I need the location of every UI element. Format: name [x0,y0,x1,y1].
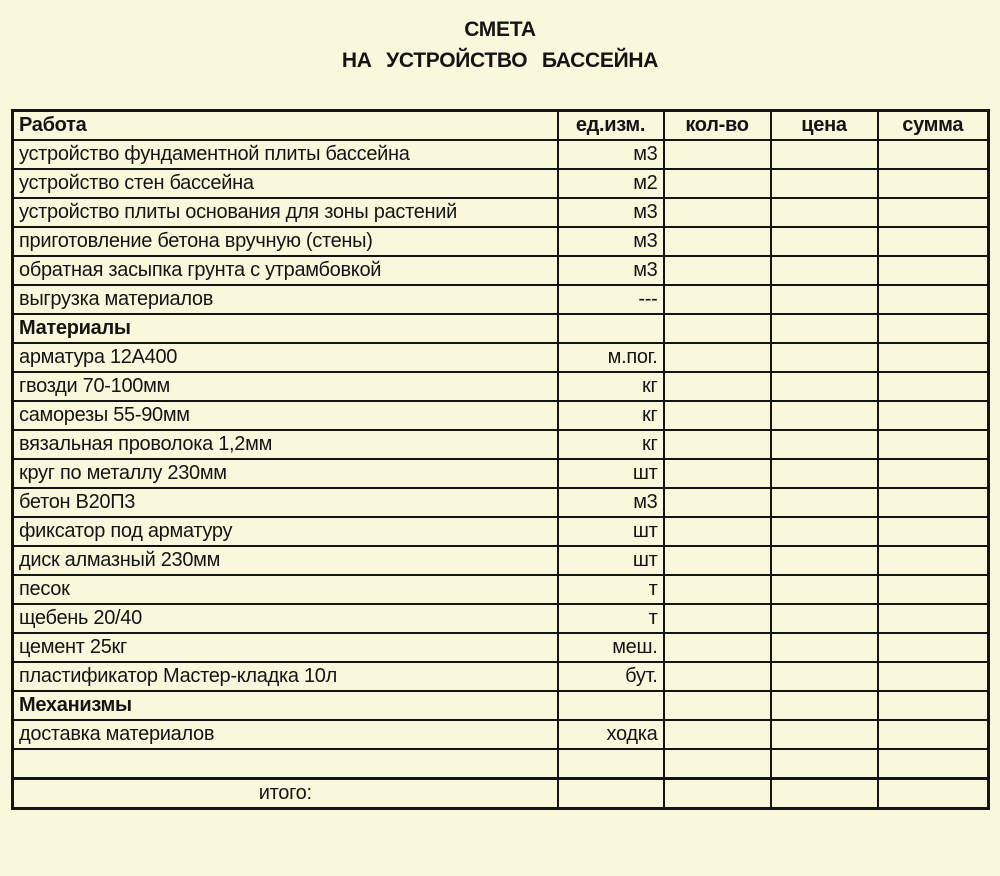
price-cell [771,285,878,314]
quantity-cell [664,720,771,749]
page-title-line1: СМЕТА [464,18,536,41]
quantity-cell [664,198,771,227]
work-name-cell: фиксатор под арматуру [13,517,558,546]
quantity-cell [664,575,771,604]
total-row [13,779,989,809]
quantity-cell [664,691,771,720]
price-cell [771,314,878,343]
unit-cell: бут. [558,662,664,691]
price-cell [771,633,878,662]
column-header-unit: ед.изм. [558,111,664,141]
sum-cell [878,691,989,720]
table-row [13,372,989,401]
quantity-cell [664,169,771,198]
table-row [13,459,989,488]
unit-cell: меш. [558,633,664,662]
estimate-table [11,109,990,810]
column-header-work: Работа [13,111,558,141]
table-row [13,546,989,575]
unit-cell: м3 [558,198,664,227]
sum-cell [878,662,989,691]
quantity-cell [664,285,771,314]
quantity-cell [664,314,771,343]
table-row [13,430,989,459]
price-cell [771,662,878,691]
sum-cell [878,575,989,604]
price-cell [771,401,878,430]
unit-cell: кг [558,401,664,430]
unit-cell: шт [558,546,664,575]
price-cell [771,691,878,720]
section-row-machinery [13,691,989,720]
unit-cell: м3 [558,488,664,517]
sum-cell [878,372,989,401]
quantity-cell [664,488,771,517]
table-row [13,401,989,430]
unit-cell: кг [558,430,664,459]
table-row [13,662,989,691]
price-cell [771,604,878,633]
quantity-cell [664,401,771,430]
table-row [13,575,989,604]
sum-cell [878,430,989,459]
column-header-price: цена [771,111,878,141]
price-cell [771,459,878,488]
quantity-cell [664,140,771,169]
unit-cell: т [558,604,664,633]
section-title-cell: Материалы [13,314,558,343]
work-name-cell: песок [13,575,558,604]
price-cell [771,488,878,517]
unit-cell: т [558,575,664,604]
work-name-cell: устройство стен бассейна [13,169,558,198]
work-name-cell: щебень 20/40 [13,604,558,633]
quantity-cell [664,256,771,285]
unit-cell: шт [558,517,664,546]
price-cell [771,256,878,285]
work-name-cell: гвозди 70-100мм [13,372,558,401]
unit-cell [558,749,664,779]
unit-cell: м3 [558,227,664,256]
price-cell [771,343,878,372]
price-cell [771,140,878,169]
sum-cell [878,459,989,488]
page-title-line2: НА УСТРОЙСТВО БАССЕЙНА [341,49,659,72]
work-name-cell: устройство плиты основания для зоны растений [13,198,558,227]
price-cell [771,749,878,779]
table-row [13,285,989,314]
price-cell [771,227,878,256]
sum-cell [878,314,989,343]
table-row [13,488,989,517]
total-sum-cell [878,779,989,809]
sum-cell [878,720,989,749]
work-name-cell [13,749,558,779]
sum-cell [878,169,989,198]
column-header-quantity: кол-во [664,111,771,141]
sum-cell [878,285,989,314]
quantity-cell [664,372,771,401]
work-name-cell: приготовление бетона вручную (стены) [13,227,558,256]
work-name-cell: пластификатор Мастер-кладка 10л [13,662,558,691]
price-cell [771,430,878,459]
quantity-cell [664,343,771,372]
column-header-sum: сумма [878,111,989,141]
table-row [13,343,989,372]
unit-cell: м.пог. [558,343,664,372]
price-cell [771,198,878,227]
quantity-cell [664,662,771,691]
quantity-cell [664,430,771,459]
total-price-cell [771,779,878,809]
work-name-cell: устройство фундаментной плиты бассейна [13,140,558,169]
quantity-cell [664,633,771,662]
work-name-cell: бетон В20П3 [13,488,558,517]
document-title [12,14,988,76]
price-cell [771,720,878,749]
price-cell [771,575,878,604]
work-name-cell: диск алмазный 230мм [13,546,558,575]
unit-cell: м3 [558,256,664,285]
price-cell [771,517,878,546]
work-name-cell: выгрузка материалов [13,285,558,314]
sum-cell [878,488,989,517]
work-name-cell: круг по металлу 230мм [13,459,558,488]
total-quantity-cell [664,779,771,809]
total-label-cell: итого: [13,779,558,809]
unit-cell: м2 [558,169,664,198]
price-cell [771,169,878,198]
section-title-cell: Механизмы [13,691,558,720]
table-row [13,198,989,227]
sum-cell [878,198,989,227]
quantity-cell [664,546,771,575]
price-cell [771,546,878,575]
unit-cell: кг [558,372,664,401]
sum-cell [878,401,989,430]
unit-cell: --- [558,285,664,314]
sum-cell [878,256,989,285]
work-name-cell: арматура 12А400 [13,343,558,372]
work-name-cell: саморезы 55-90мм [13,401,558,430]
header-row [13,111,989,141]
table-row [13,517,989,546]
section-row-materials [13,314,989,343]
quantity-cell [664,517,771,546]
quantity-cell [664,227,771,256]
sum-cell [878,517,989,546]
sum-cell [878,343,989,372]
table-row [13,633,989,662]
unit-cell: шт [558,459,664,488]
sum-cell [878,227,989,256]
work-name-cell: обратная засыпка грунта с утрамбовкой [13,256,558,285]
unit-cell: ходка [558,720,664,749]
table-row [13,140,989,169]
sum-cell [878,604,989,633]
table-row [13,227,989,256]
quantity-cell [664,749,771,779]
sum-cell [878,749,989,779]
table-row [13,169,989,198]
work-name-cell: доставка материалов [13,720,558,749]
unit-cell [558,314,664,343]
work-name-cell: вязальная проволока 1,2мм [13,430,558,459]
table-row [13,720,989,749]
quantity-cell [664,604,771,633]
work-name-cell: цемент 25кг [13,633,558,662]
table-row [13,604,989,633]
sum-cell [878,546,989,575]
table-row [13,256,989,285]
price-cell [771,372,878,401]
unit-cell [558,691,664,720]
sum-cell [878,633,989,662]
sum-cell [878,140,989,169]
empty-row [13,749,989,779]
unit-cell: м3 [558,140,664,169]
total-unit-cell [558,779,664,809]
quantity-cell [664,459,771,488]
